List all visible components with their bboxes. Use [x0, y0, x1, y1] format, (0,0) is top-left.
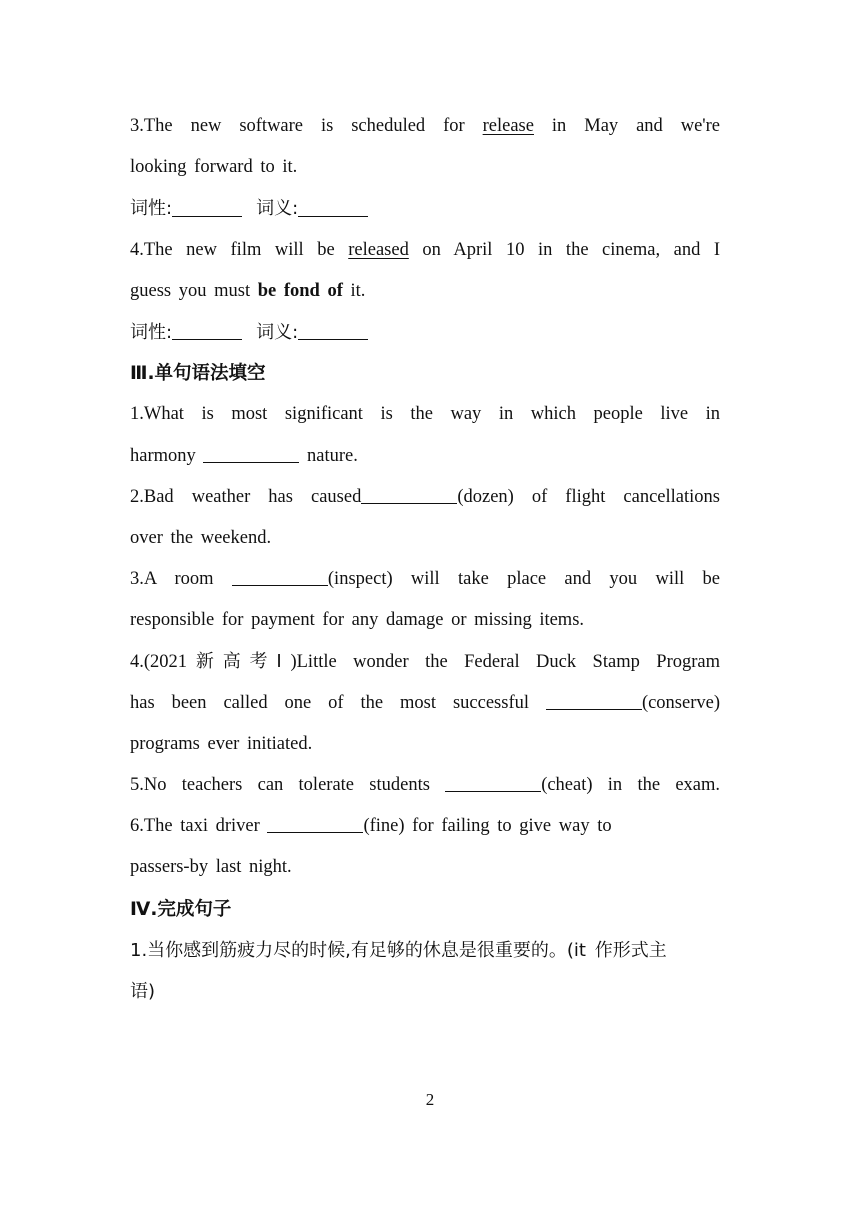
meaning-label: 词义: [256, 321, 299, 343]
g2-line-2: over the weekend. [130, 527, 272, 548]
worksheet-content [130, 106, 720, 1012]
pos-label: 词性: [130, 198, 173, 220]
g4-line-3: programs ever initiated. [130, 733, 313, 754]
g6-line-1: 6.The taxi driver (fine) for failing to give way to [130, 806, 720, 847]
section-3-title: Ⅲ.单句语法填空 [130, 363, 266, 385]
answer-blank[interactable] [232, 567, 328, 587]
underlined-word-release: release [482, 116, 534, 136]
answer-blank[interactable] [361, 484, 457, 504]
underlined-word-released: released [348, 239, 409, 260]
answer-blank[interactable] [267, 814, 363, 834]
answer-blank[interactable] [203, 443, 299, 463]
q3-answer-line [130, 188, 720, 229]
source-tag: 新高考Ⅰ [187, 651, 291, 673]
page-number: 2 [425, 1090, 435, 1109]
section-4-title: Ⅳ.完成句子 [130, 898, 232, 920]
g5-line-1: 5.No teachers can tolerate students (cheat) in the exam. [130, 765, 720, 806]
meaning-blank[interactable] [298, 198, 368, 217]
g4-line-2: has been called one of the most successful (conserve) [130, 683, 720, 724]
bold-phrase: be fond of [257, 280, 343, 301]
pos-blank[interactable] [172, 321, 242, 340]
q4-line-1: 4.The new film will be released on April 10 in the cinema, and I [130, 239, 721, 260]
g3-line-2: responsible for payment for any damage or missing items. [130, 610, 585, 631]
s1-line-1: 1.当你感到筋疲力尽的时候,有足够的休息是很重要的。(it 作形式主 [130, 939, 667, 961]
q4-line-2: guess you must be fond of it. [130, 280, 366, 301]
pos-blank[interactable] [172, 198, 242, 217]
g6-line-2: passers-by last night. [130, 857, 292, 878]
s1-line-2: 语) [130, 980, 156, 1002]
q3-line-1: 3.The new software is scheduled for release in May and we're [130, 116, 720, 136]
meaning-label: 词义: [256, 198, 299, 220]
g1-line-1: 1.What is most significant is the way in which people live in [130, 404, 720, 425]
pos-label: 词性: [130, 321, 173, 343]
answer-blank[interactable] [445, 773, 541, 793]
q3-line-2: looking forward to it. [130, 157, 298, 178]
meaning-blank[interactable] [298, 321, 368, 340]
q4-answer-line [130, 312, 720, 353]
g4-line-1: 4.(2021新高考Ⅰ)Little wonder the Federal Duck Stamp Program [130, 651, 720, 673]
g1-line-2: harmony nature. [130, 436, 720, 477]
g3-line-1: 3.A room (inspect) will take place and you will be [130, 559, 720, 600]
g2-line-1: 2.Bad weather has caused (dozen) of flight cancellations [130, 477, 720, 518]
answer-blank[interactable] [546, 690, 642, 710]
